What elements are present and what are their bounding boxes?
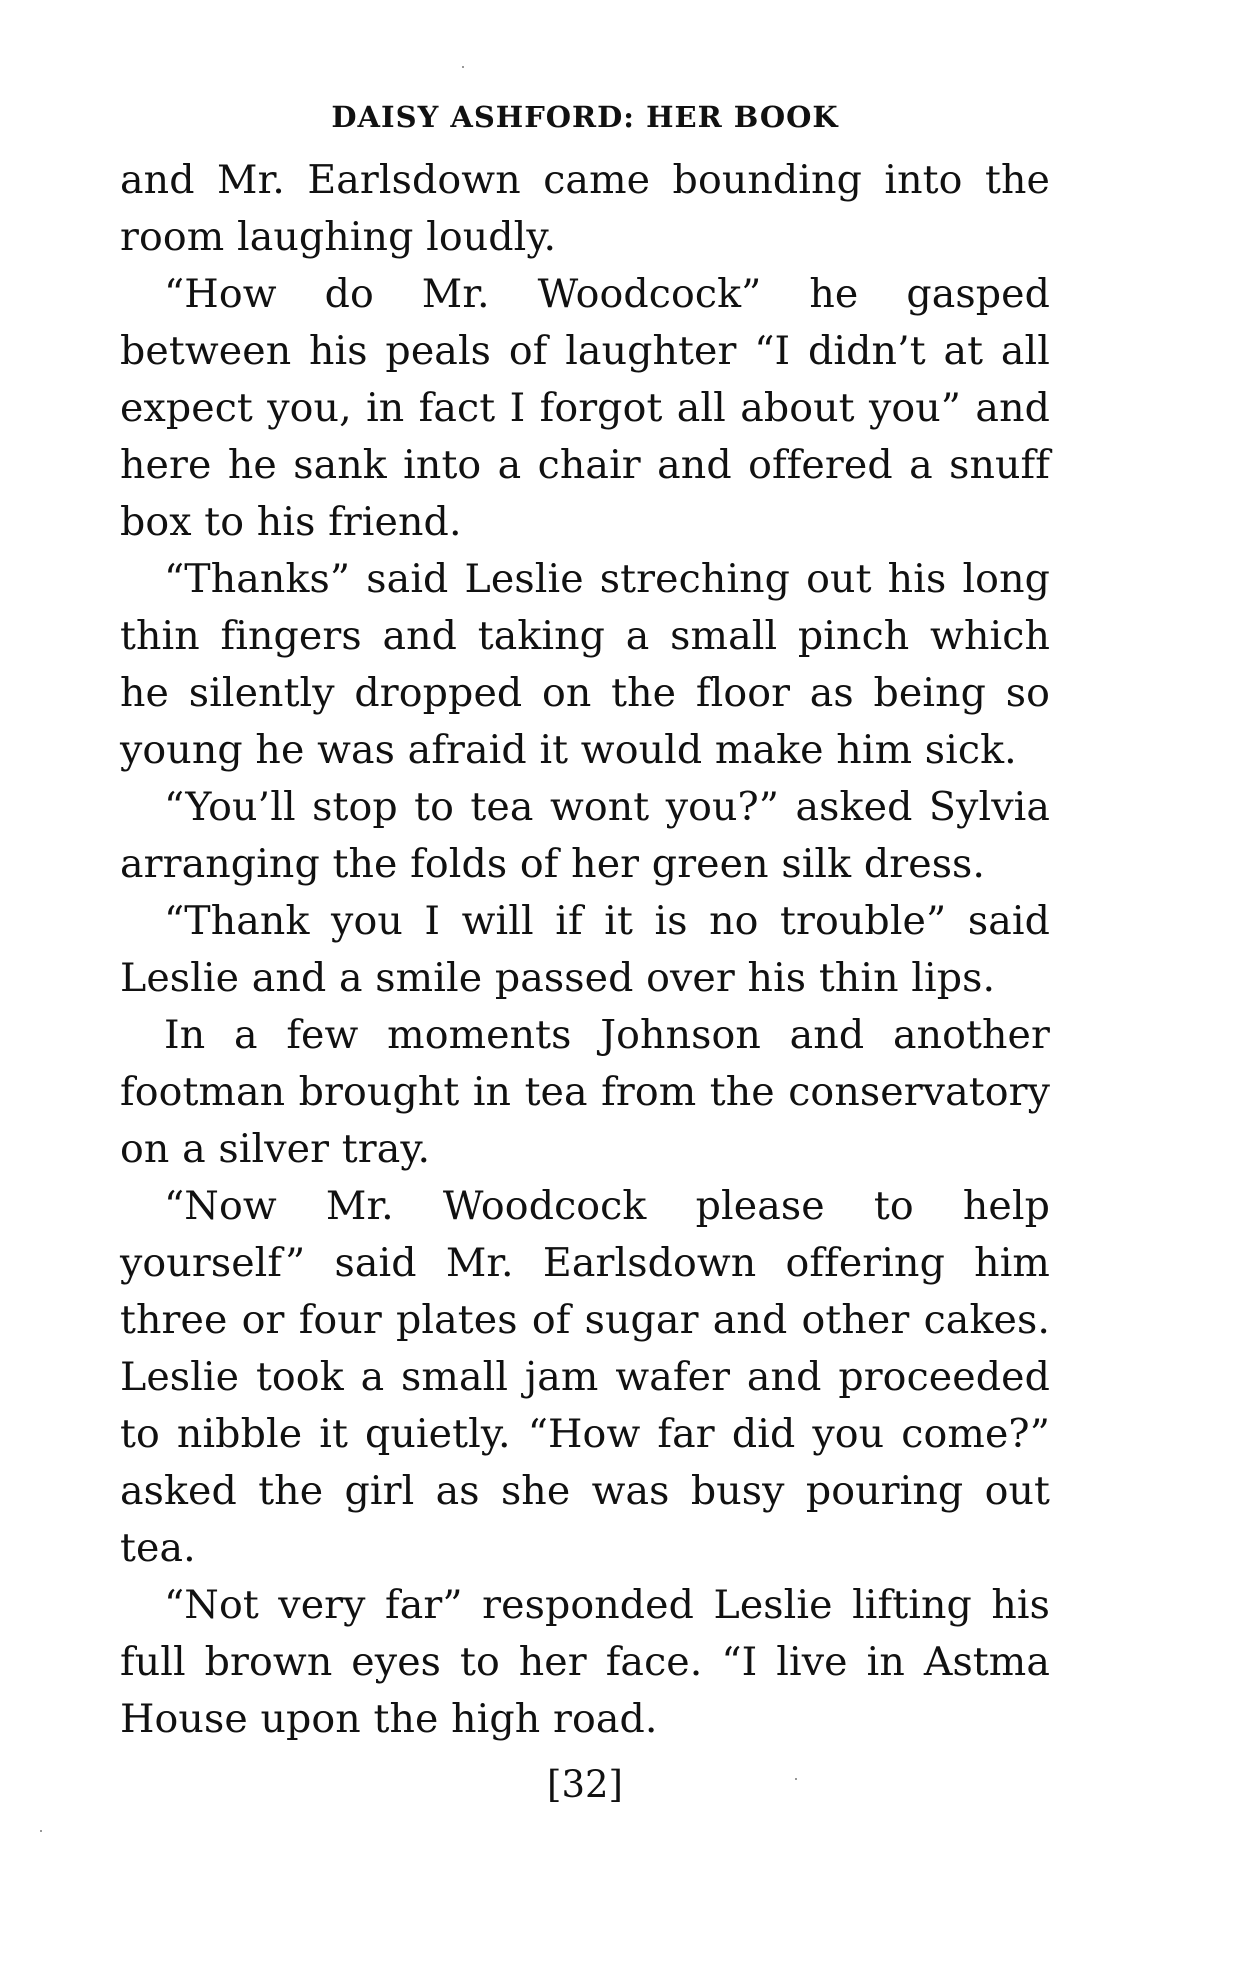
paragraph-4: “You’ll stop to tea wont you?” asked Sylvia arranging the folds of her green silk dress. <box>120 784 1050 887</box>
page-number: [32] <box>547 1763 623 1806</box>
body-text <box>120 152 1050 1748</box>
paragraph-2: “How do Mr. Woodcock” he gasped between his peals of laughter “I didn’t at all expect you, in fact I forgot all about you” and here he sank into a chair and offered a snuff box to his friend. <box>120 271 1050 545</box>
paragraph-8: “Not very far” responded Leslie lifting his full brown eyes to her face. “I live in Astma House upon the high road. <box>120 1582 1050 1742</box>
paragraph-7: “Now Mr. Woodcock please to help yourself” said Mr. Earlsdown offering him three or four plates of sugar and other cakes. Leslie took a small jam wafer and proceeded to nibble it quietly. “How far did you come?” asked the girl as she was busy pouring out tea. <box>120 1183 1050 1571</box>
paragraph-3: “Thanks” said Leslie streching out his long thin fingers and taking a small pinch which he silently dropped on the floor as being so young he was afraid it would make him sick. <box>120 556 1050 773</box>
book-page <box>120 0 1050 1974</box>
print-speck <box>40 1830 42 1832</box>
paragraph-6: In a few moments Johnson and another footman brought in tea from the conservatory on a silver tray. <box>120 1012 1050 1172</box>
print-speck <box>795 1778 797 1780</box>
print-speck <box>462 66 464 68</box>
running-head: DAISY ASHFORD: HER BOOK <box>331 100 839 134</box>
paragraph-5: “Thank you I will if it is no trouble” said Leslie and a smile passed over his thin lips. <box>120 898 1050 1001</box>
paragraph-1: and Mr. Earlsdown came bounding into the room laughing loudly. <box>120 157 1050 260</box>
